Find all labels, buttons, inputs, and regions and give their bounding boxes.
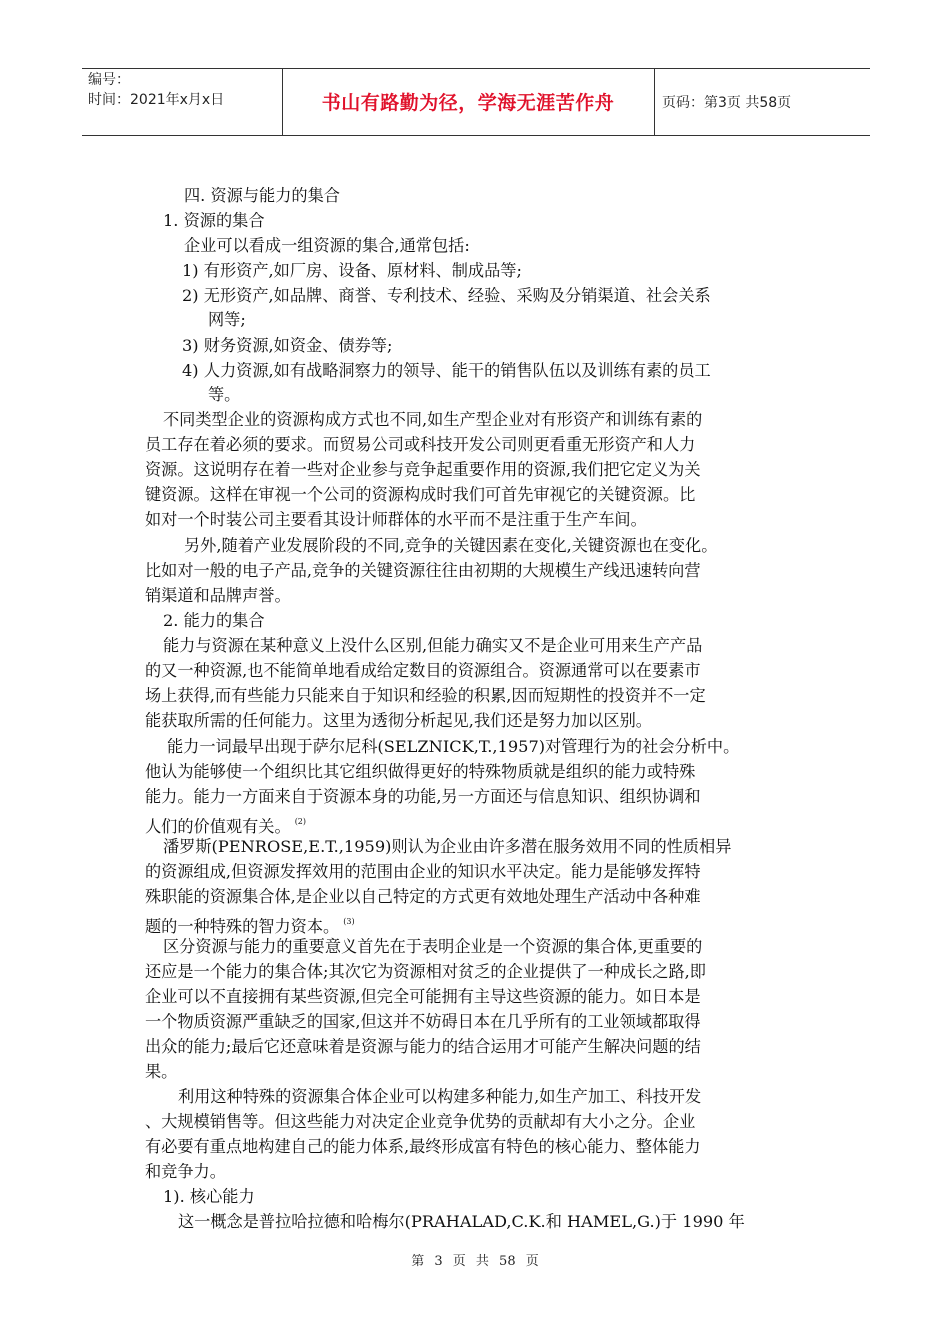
- paragraph-line: 能力一词最早出现于萨尔尼科(SELZNICK,T.,1957)对管理行为的社会分析中。: [167, 737, 740, 756]
- paragraph-line: 企业可以不直接拥有某些资源,但完全可能拥有主导这些资源的能力。如日本是: [145, 987, 701, 1006]
- list-item: 1) 有形资产,如厂房、设备、原材料、制成品等;: [182, 261, 522, 280]
- paragraph-line: 不同类型企业的资源构成方式也不同,如生产型企业对有形资产和训练有素的: [163, 410, 703, 429]
- paragraph-line: 比如对一般的电子产品,竞争的关键资源往往由初期的大规模生产线迅速转向营: [145, 561, 701, 580]
- paragraph-line: 员工存在着必须的要求。而贸易公司或科技开发公司则更看重无形资产和人力: [145, 435, 696, 454]
- footnote-ref: (2): [294, 817, 307, 826]
- paragraph-line: 资源。这说明存在着一些对企业参与竞争起重要作用的资源,我们把它定义为关: [145, 460, 701, 479]
- section-heading: 四. 资源与能力的集合: [184, 186, 340, 205]
- paragraph-line: 如对一个时装公司主要看其设计师群体的水平而不是注重于生产车间。: [145, 510, 647, 529]
- paragraph-line: 能力。能力一方面来自于资源本身的功能,另一方面还与信息知识、组织协调和: [145, 787, 701, 806]
- paragraph-line: 、大规模销售等。但这些能力对决定企业竞争优势的贡献却有大小之分。企业: [145, 1112, 696, 1131]
- paragraph-line: 能获取所需的任何能力。这里为透彻分析起见,我们还是努力加以区别。: [145, 711, 652, 730]
- footnote-ref: (3): [343, 917, 355, 926]
- paragraph-line: 和竞争力。: [145, 1162, 226, 1181]
- sub-heading-core: 1). 核心能力: [163, 1187, 255, 1206]
- paragraph-line: 的又一种资源,也不能简单地看成给定数目的资源组合。资源通常可以在要素市: [145, 661, 701, 680]
- paragraph-text: 题的一种特殊的智力资本。: [145, 917, 340, 936]
- number-label: 编号：: [88, 72, 130, 88]
- paragraph-text: 人们的价值观有关。: [145, 817, 291, 836]
- paragraph-line: 另外,随着产业发展阶段的不同,竞争的关键因素在变化,关键资源也在变化。: [184, 536, 718, 555]
- list-item: 4) 人力资源,如有战略洞察力的领导、能干的销售队伍以及训练有素的员工: [182, 361, 711, 380]
- paragraph-line: 利用这种特殊的资源集合体企业可以构建多种能力,如生产加工、科技开发: [178, 1087, 702, 1106]
- paragraph-line: 他认为能够使一个组织比其它组织做得更好的特殊物质就是组织的能力或特殊: [145, 762, 696, 781]
- header-page-label: 页码：第3页 共58页: [662, 95, 792, 111]
- paragraph-line: 键资源。这样在审视一个公司的资源构成时我们可首先审视它的关键资源。比: [145, 485, 696, 504]
- paragraph-line: 区分资源与能力的重要意义首先在于表明企业是一个资源的集合体,更重要的: [163, 937, 703, 956]
- paragraph-line: 还应是一个能力的集合体;其次它为资源相对贫乏的企业提供了一种成长之路,即: [145, 962, 706, 981]
- intro-line: 企业可以看成一组资源的集合,通常包括:: [184, 236, 470, 255]
- time-label: 时间：2021年x月x日: [88, 92, 225, 108]
- header-left: [88, 70, 224, 110]
- paragraph-line: 的资源组成,但资源发挥效用的范围由企业的知识水平决定。能力是能够发挥特: [145, 862, 701, 881]
- paragraph-line: 果。: [145, 1062, 178, 1081]
- paragraph-line: 场上获得,而有些能力只能来自于知识和经验的积累,因而短期性的投资并不一定: [145, 686, 706, 705]
- paragraph-line: [145, 912, 355, 937]
- paragraph-line: 能力与资源在某种意义上没什么区别,但能力确实又不是企业可用来生产产品: [163, 636, 703, 655]
- paragraph-line: 这一概念是普拉哈拉德和哈梅尔(PRAHALAD,C.K.和 HAMEL,G.)于 1990 年: [178, 1212, 745, 1231]
- sub-heading-resources: 1. 资源的集合: [163, 211, 265, 230]
- paragraph-line: 潘罗斯(PENROSE,E.T.,1959)则认为企业由许多潜在服务效用不同的性质相异: [163, 837, 732, 856]
- list-item: 2) 无形资产,如品牌、商誉、专利技术、经验、采购及分销渠道、社会关系: [182, 286, 711, 305]
- page-footer: 第 3 页 共 58 页: [411, 1254, 539, 1269]
- paragraph-line: 出众的能力;最后它还意味着是资源与能力的结合运用才可能产生解决问题的结: [145, 1037, 701, 1056]
- paragraph-line: 殊职能的资源集合体,是企业以自己特定的方式更有效地处理生产活动中各种难: [145, 887, 701, 906]
- paragraph-line: 一个物质资源严重缺乏的国家,但这并不妨碍日本在几乎所有的工业领域都取得: [145, 1012, 701, 1031]
- paragraph-line: 销渠道和品牌声誉。: [145, 586, 291, 605]
- list-item-cont: 网等;: [208, 310, 246, 329]
- header-bottom-rule: [82, 135, 870, 136]
- list-item-cont: 等。: [208, 385, 241, 404]
- paragraph-line: [145, 812, 306, 837]
- paragraph-line: 有必要有重点地构建自己的能力体系,最终形成富有特色的核心能力、整体能力: [145, 1137, 701, 1156]
- list-item: 3) 财务资源,如资金、债券等;: [182, 336, 393, 355]
- header-motto: 书山有路勤为径，学海无涯苦作舟: [321, 92, 615, 114]
- sub-heading-capabilities: 2. 能力的集合: [163, 611, 265, 630]
- header-divider-right: [654, 68, 655, 135]
